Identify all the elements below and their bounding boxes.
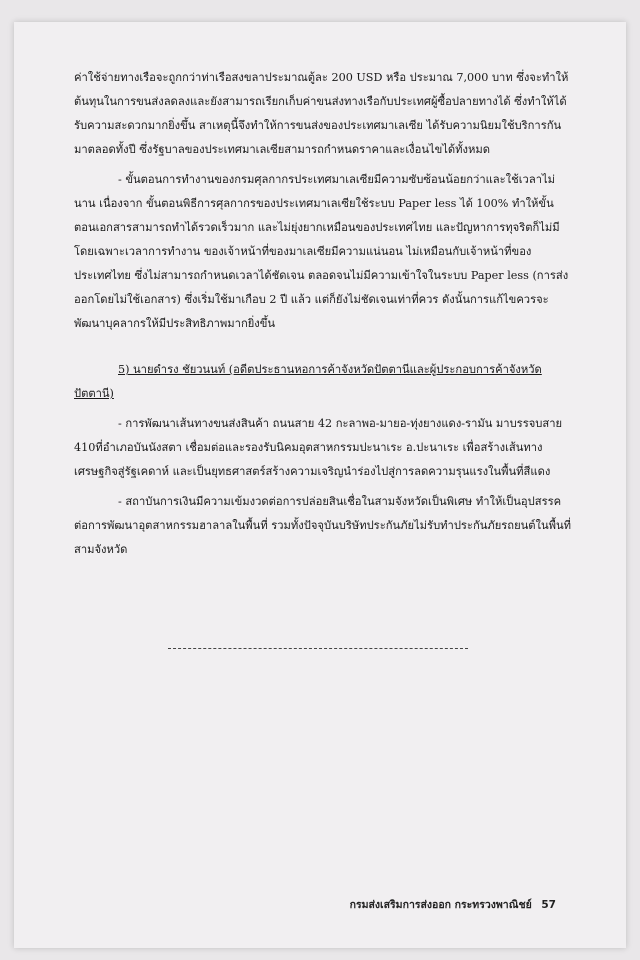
paragraph-transport-route: - การพัฒนาเส้นทางขนส่งสินค้า ถนนสาย 42 กะลาพอ-มายอ-ทุ่งยางแดง-รามัน มาบรรจบสาย 410ที่อำเภอบันนังสตา เชื่อมต่อและรองรับนิคมอุตสาหกรรมปะนาเระ อ.ปะนาเระ เพื่อสร้างเส้นทางเศรษฐกิจสู่รัฐเคดาห์ และเป็นยุทธศาสตร์สร้างความเจริญนำร่องไปสู่การลดความรุนแรงในพื้นที่สีแดง — [74, 417, 563, 478]
page-footer — [350, 896, 556, 913]
section-heading-interviewee-5: 5) นายดำรง ชัยวนนท์ (อดีตประธานหอการค้าจังหวัดปัตตานีและผู้ประกอบการค้าจังหวัดปัตตานี) — [74, 363, 542, 400]
footer-organization: กรมส่งเสริมการส่งออก กระทรวงพาณิชย์ — [349, 899, 532, 911]
paragraph-shipping-cost: ค่าใช้จ่ายทางเรือจะถูกกว่าท่าเรือสงขลาประมาณตู้ละ 200 USD หรือ ประมาณ 7,000 บาท ซึ่งจะทำให้ต้นทุนในการขนส่งลดลงและยังสามารถเรียกเก็บค่าขนส่งทางเรือกับประเทศผู้ซื้อปลายทางได้ ซึ่งทำให้ได้รับความสะดวกมากยิ่งขึ้น สาเหตุนี้จึงทำให้การขนส่งของประเทศมาเลเซีย ได้รับความนิยมใช้บริการกันมาตลอดทั้งปี ซึ่งรัฐบาลของประเทศมาเลเซียสามารถกำหนดราคาและเงื่อนไขได้ทั้งหมด — [74, 71, 569, 156]
page-number: 57 — [541, 899, 556, 911]
document-page — [14, 22, 626, 948]
page-content — [74, 66, 572, 568]
dashed-divider — [168, 648, 468, 649]
paragraph-customs-process: - ขั้นตอนการทำงานของกรมศุลกากรประเทศมาเลเซียมีความซับซ้อนน้อยกว่าและใช้เวลาไม่นาน เนื่องจาก ขั้นตอนพิธีการศุลกากรของประเทศมาเลเซียใช้ระบบ Paper less ได้ 100% ทำให้ขั้นตอนเอกสารสามารถทำได้รวดเร็วมาก และไม่ยุ่งยากเหมือนของประเทศไทย และปัญหาการทุจริตก็ไม่มีโดยเฉพาะเวลาการทำงาน ของเจ้าหน้าที่ของมาเลเซียมีความแน่นอน ไม่เหมือนกับเจ้าหน้าที่ของประเทศไทย ซึ่งไม่สามารถกำหนดเวลาได้ชัดเจน ตลอดจนไม่มีความเข้าใจในระบบ Paper less (การส่งออกโดยไม่ใช้เอกสาร) ซึ่งเริ่มใช้มาเกือบ 2 ปี แล้ว แต่ก็ยังไม่ชัดเจนเท่าที่ควร ดังนั้นการแก้ไขควรจะพัฒนาบุคลากรให้มีประสิทธิภาพมากยิ่งขึ้น — [74, 173, 569, 330]
paragraph-financial-institutions: - สถาบันการเงินมีความเข้มงวดต่อการปล่อยสินเชื่อในสามจังหวัดเป็นพิเศษ ทำให้เป็นอุปสรรคต่อการพัฒนาอุตสาหกรรมฮาลาลในพื้นที่ รวมทั้งปัจจุบันบริษัทประกันภัยไม่รับทำประกันภัยรถยนต์ในพื้นที่สามจังหวัด — [74, 495, 572, 556]
